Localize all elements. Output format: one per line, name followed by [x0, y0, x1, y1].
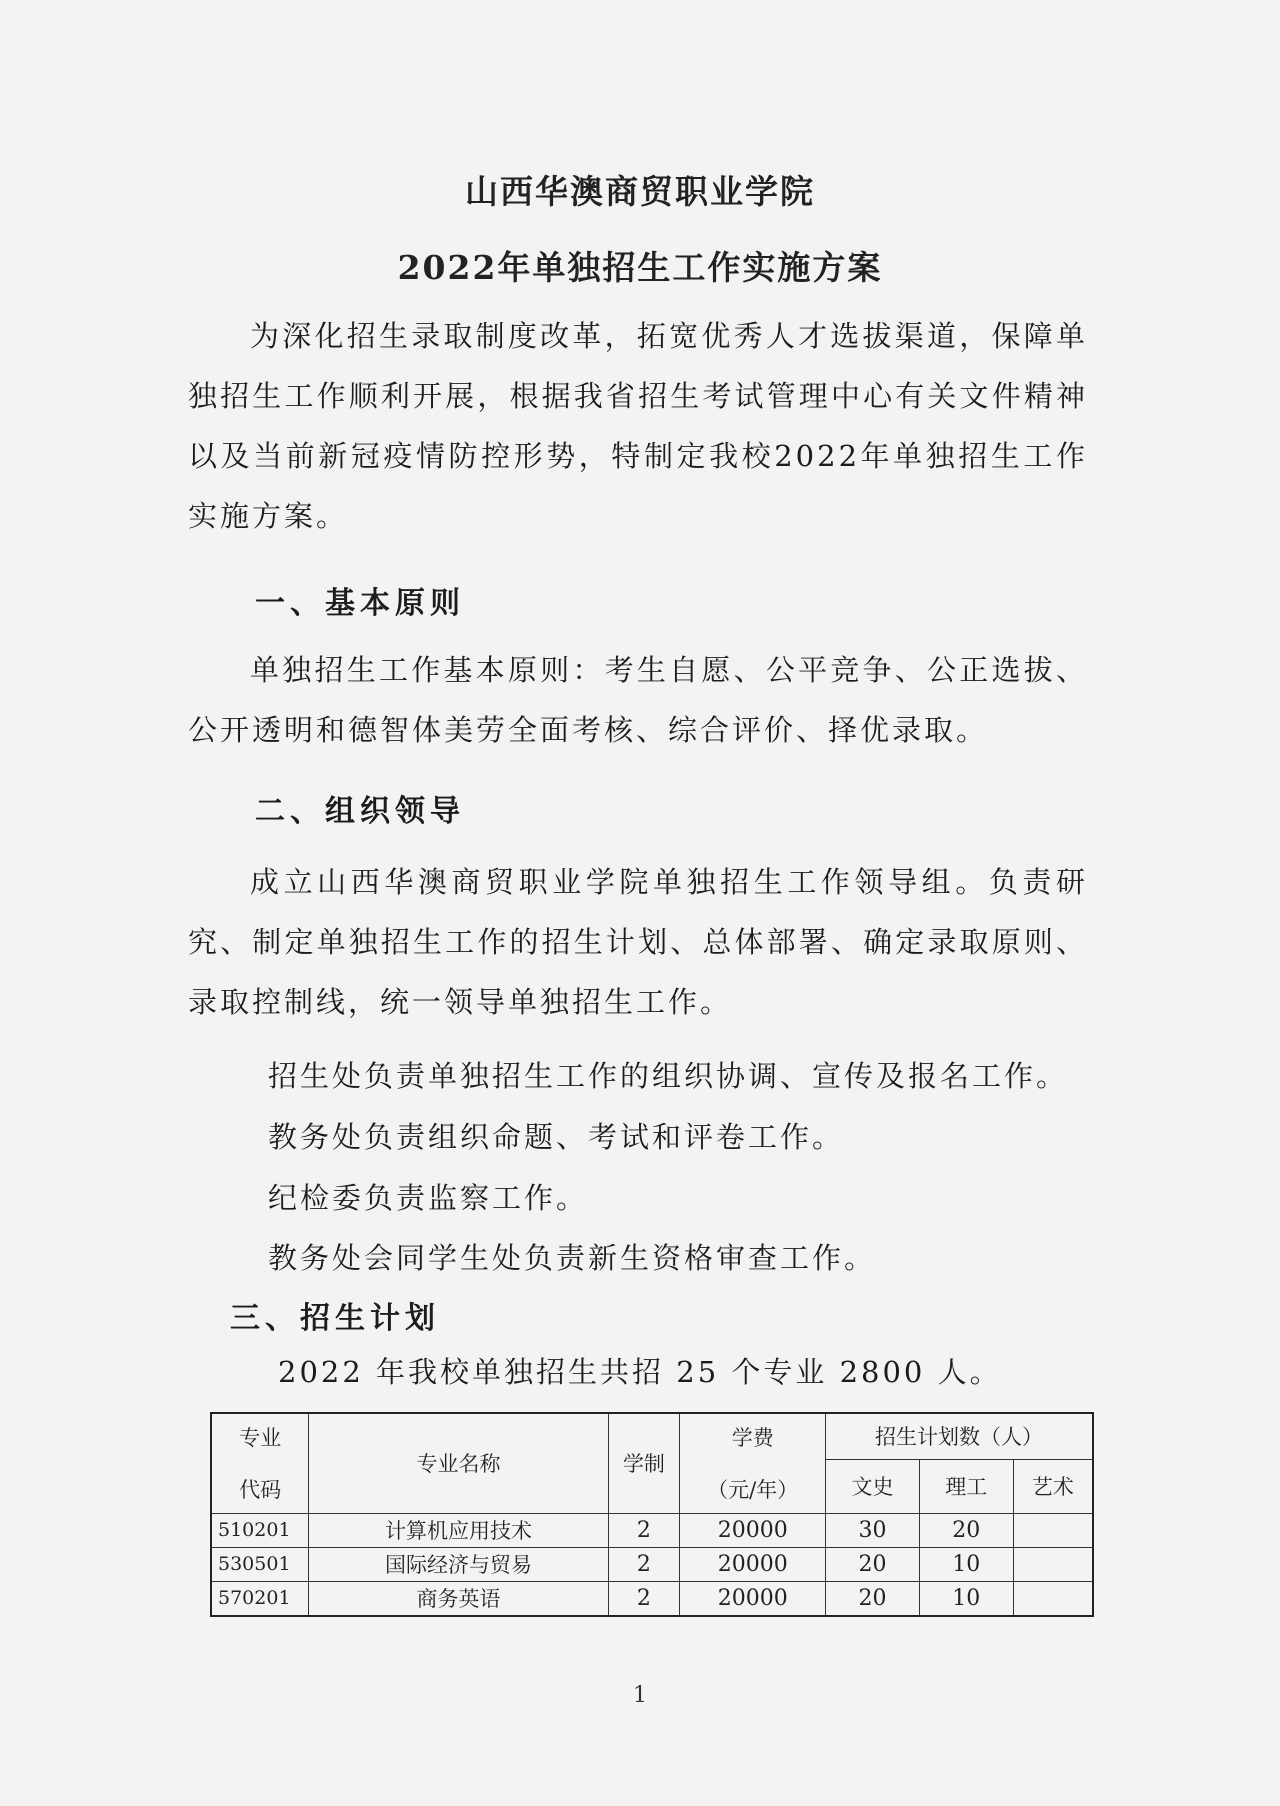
cell-fee: 20000: [680, 1547, 826, 1581]
section1-paragraph: 单独招生工作基本原则：考生自愿、公平竞争、公正选拔、公开透明和德智体美劳全面考核、综合评价、择优录取。: [188, 653, 1088, 747]
header-duration: 学制: [608, 1413, 680, 1513]
section2-heading: 二、组织领导: [255, 794, 465, 829]
header-art: 艺术: [1013, 1459, 1093, 1513]
header-science: 理工: [919, 1459, 1013, 1513]
header-arts: 文史: [826, 1459, 920, 1513]
header-major-code: [211, 1413, 309, 1513]
document-title-line1: 山西华澳商贸职业学院: [465, 172, 815, 211]
section3-heading: 三、招生计划: [230, 1301, 440, 1336]
header-major-name: 专业名称: [309, 1413, 608, 1513]
cell-name: 国际经济与贸易: [309, 1547, 608, 1581]
header-fee-bottom: （元/年）: [707, 1478, 799, 1503]
cell-name: 商务英语: [309, 1581, 608, 1616]
cell-duration: 2: [608, 1581, 680, 1616]
table-row: [211, 1547, 1093, 1581]
cell-art: [1013, 1547, 1093, 1581]
section2-duty-line: 招生处负责单独招生工作的组织协调、宣传及报名工作。: [268, 1059, 1069, 1093]
page-number: 1: [633, 1683, 647, 1708]
cell-arts: 20: [826, 1581, 920, 1616]
section2-duty-line: 教务处会同学生处负责新生资格审查工作。: [268, 1241, 877, 1275]
header-tuition: [680, 1413, 826, 1513]
header-code-bottom: 代码: [239, 1478, 282, 1503]
document-title-line2: 2022年单独招生工作实施方案: [397, 248, 883, 287]
enrollment-plan-table: [210, 1412, 1094, 1617]
section2-paragraph: 成立山西华澳商贸职业学院单独招生工作领导组。负责研究、制定单独招生工作的招生计划、总体部署、确定录取原则、录取控制线，统一领导单独招生工作。: [188, 865, 1088, 1019]
cell-fee: 20000: [680, 1513, 826, 1547]
cell-arts: 30: [826, 1513, 920, 1547]
section1-heading: 一、基本原则: [255, 586, 465, 621]
cell-science: 20: [919, 1513, 1013, 1547]
cell-science: 10: [919, 1547, 1013, 1581]
cell-art: [1013, 1581, 1093, 1616]
cell-fee: 20000: [680, 1581, 826, 1616]
section3-paragraph: 2022 年我校单独招生共招 25 个专业 2800 人。: [278, 1355, 1002, 1389]
cell-code: 510201: [211, 1513, 309, 1547]
cell-arts: 20: [826, 1547, 920, 1581]
section2-duty-line: 纪检委负责监察工作。: [268, 1181, 589, 1215]
cell-code: 570201: [211, 1581, 309, 1616]
header-fee-top: 学费: [731, 1426, 774, 1451]
intro-paragraph: 为深化招生录取制度改革，拓宽优秀人才选拔渠道，保障单独招生工作顺利开展，根据我省招生考试管理中心有关文件精神以及当前新冠疫情防控形势，特制定我校2022年单独招生工作实施方案。: [188, 319, 1088, 533]
section2-duty-line: 教务处负责组织命题、考试和评卷工作。: [268, 1120, 845, 1154]
table-row: [211, 1513, 1093, 1547]
cell-duration: 2: [608, 1547, 680, 1581]
cell-science: 10: [919, 1581, 1013, 1616]
cell-duration: 2: [608, 1513, 680, 1547]
header-enrollment-plan: 招生计划数（人）: [826, 1413, 1093, 1459]
header-code-top: 专业: [239, 1426, 282, 1451]
cell-code: 530501: [211, 1547, 309, 1581]
table-row: [211, 1581, 1093, 1616]
cell-art: [1013, 1513, 1093, 1547]
cell-name: 计算机应用技术: [309, 1513, 608, 1547]
